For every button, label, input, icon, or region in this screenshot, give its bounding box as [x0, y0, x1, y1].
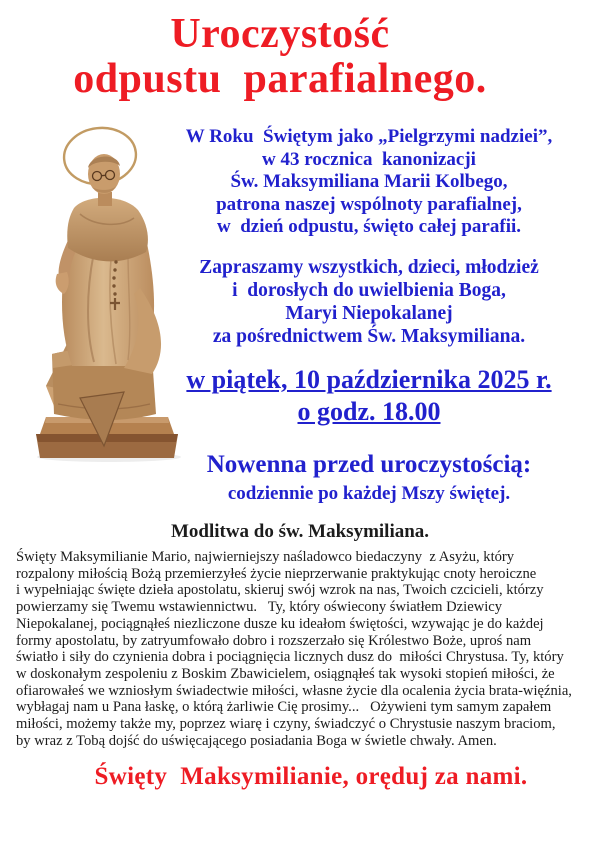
prayer-line: wybłagaj nam u Pana łaskę, o którą żarliwie Cię prosimy... Ożywieni tym samym zapałem [16, 699, 552, 716]
statue-head [88, 154, 120, 206]
intro-line: w 43 rocznica kanonizacji [262, 148, 476, 170]
prayer-line: światło i siły do czynienia dobra i pociągnięcia licznych dusz do miłości Chrystusa. Ty, który [16, 649, 564, 666]
novena-subtitle: codziennie po każdej Mszy świętej. [227, 483, 511, 504]
event-datetime [168, 364, 570, 428]
prayer-line: powierzamy się Twemu wstawiennictwu. Ty, który oświecony światłem Dziewicy [16, 599, 503, 616]
statue-cowl [67, 198, 148, 262]
prayer-line: miłości, możemy także my, poprzez wiarę i czyny, świadczyć o Chrystusie naszym braciom, [16, 716, 556, 733]
prayer-line: Niepokalanej, pociągnąłeś niezliczone dusze ku ideałom świętości, wzywając je do każdej [16, 615, 544, 632]
prayer-line: by wraz z Tobą dojść do uświęcającego posiadania Boga w świetle chwały. Amen. [16, 732, 497, 749]
intro-text [168, 126, 570, 239]
invitation-line: Zapraszamy wszystkich, dzieci, młodzież [199, 257, 539, 278]
intro-line: patrona naszej wspólnoty parafialnej, [216, 193, 522, 215]
event-time: o godz. 18.00 [297, 397, 441, 426]
event-date: w piątek, 10 października 2025 r. [186, 365, 552, 394]
novena-title: Nowenna przed uroczystością: [206, 451, 532, 478]
prayer-heading: Modlitwa do św. Maksymiliana. [170, 521, 430, 542]
page-title-line2: odpustu parafialnego. [73, 56, 487, 102]
prayer-line: i wypełniając święte dzieła apostolatu, skieruj swój wzrok na nas, Twoich czcicieli, którzy [16, 582, 544, 599]
prayer-text [16, 549, 596, 749]
intro-line: w dzień odpustu, święto całej parafii. [217, 216, 521, 237]
invitation-line: i dorosłych do uwielbienia Boga, [232, 280, 506, 301]
invitation-line: za pośrednictwem Św. Maksymiliana. [212, 326, 526, 347]
statue-illustration [24, 112, 190, 464]
statue-image [24, 112, 190, 464]
invitation-line: Maryi Niepokalanej [285, 303, 453, 324]
page-title [0, 12, 560, 102]
footer-invocation: Święty Maksymilianie, oręduj za nami. [94, 763, 528, 790]
intro-line: Św. Maksymiliana Marii Kolbego, [230, 171, 508, 192]
prayer-line: Święty Maksymilianie Mario, najwierniejszy naśladowco biedaczyny z Asyżu, który [16, 549, 515, 565]
prayer-line: w doskonałym zespoleniu z Boskim Zbawicielem, osiągnąłeś tak wysoki stopień miłości, że [16, 665, 555, 682]
prayer-line: ofiarowałeś we wzniosłym świadectwie miłości, własne życie dla ocalenia życia brata-więźnia, [16, 682, 572, 699]
invitation-text [168, 256, 570, 348]
prayer-line: formy apostolatu, by zatryumfowało dobro i rozszerzało się Królestwo Boże, uproś nam [16, 632, 532, 649]
page-title-line1: Uroczystość [170, 11, 390, 57]
intro-line: W Roku Świętym jako „Pielgrzymi nadziei”, [185, 126, 553, 147]
prayer-line: rozpalony miłością Bożą przemierzyłeś życie nieprzerwanie praktykując cnoty heroiczne [16, 565, 537, 582]
